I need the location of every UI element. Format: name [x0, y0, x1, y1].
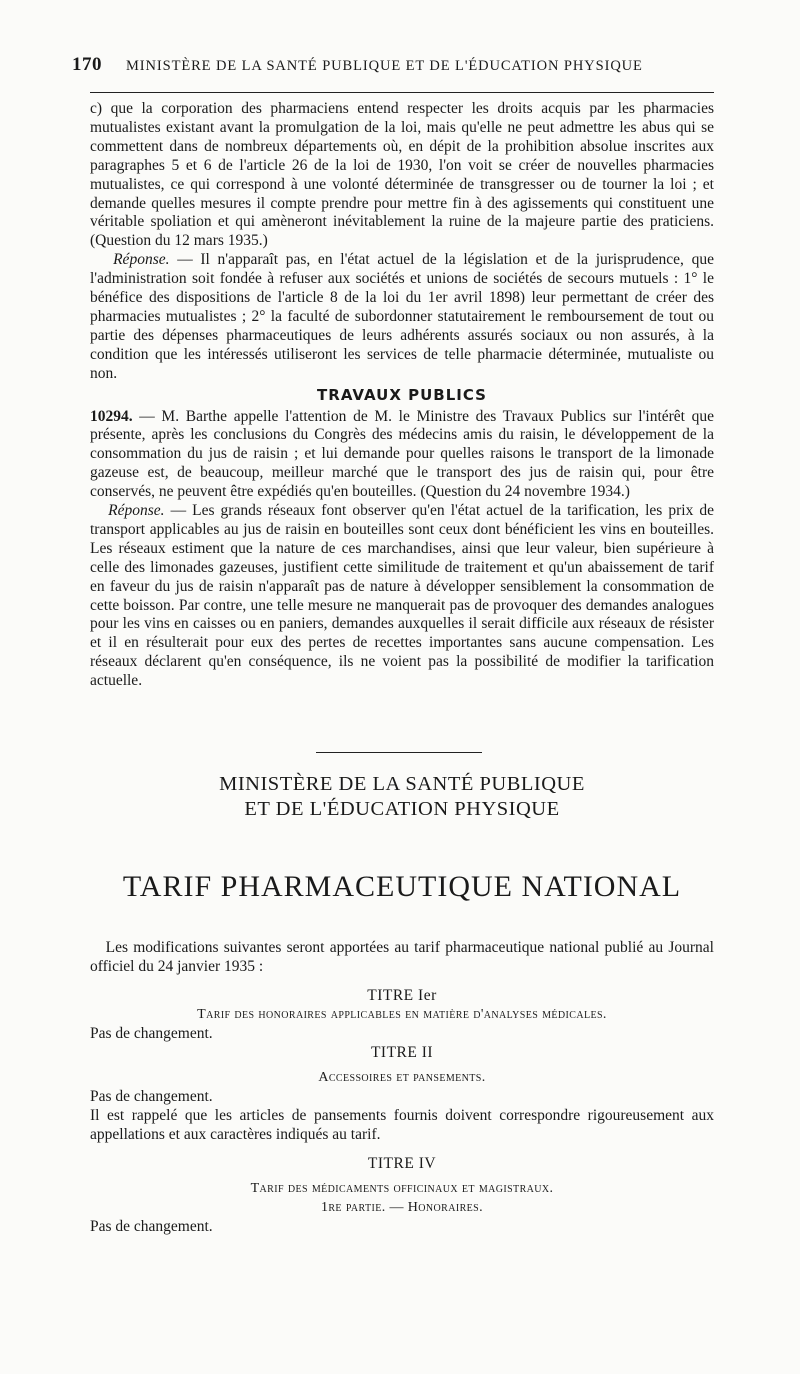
travaux-answer-label: Réponse.	[108, 502, 165, 520]
travaux-answer-text: — Les grands réseaux font observer qu'en l'état actuel de la tarification, les prix de transport applicables au jus de raisin en bouteilles sont ceux dont bénéficient les vins en bouteilles. Les réseaux estiment que la nature de ces marchandises, ainsi que leur valeur, bien supérieure à celle des limonades gazeuses, justifient cette similitude de traitement et qu'un abaissement de tarif en faveur du jus de raisin n'apparaît pas de nature à développer sensiblement la consommation de cette boisson. Par contre, une telle mesure ne manquerait pas de provoquer des demandes analogues pour les vins en caisses ou en paniers, demandes auxquelles il serait difficile aux réseaux de résister et il en résulterait pour eux des pertes de recettes importantes sans aucune compensation. Les réseaux déclarent qu'en conséquence, ils ne voient pas la possibilité de modifier la tarification actuelle.	[90, 502, 714, 690]
question-c-text: c) que la corporation des pharmaciens entend respecter les droits acquis par les pharmacies mutualistes existant avant la promulgation de la loi, mais qu'elle ne peut admettre les abus qui se commettent dans de nombreux départements où, en dépit de la prohibition absolue inscrites aux paragraphes 5 et 6 de l'article 26 de la loi de 1930, l'on voit se créer de nouvelles pharmacies mutualistes, ce qui correspond à une volonté déterminée de transgresser ou de tourner la loi ; et demande quelles mesures il compte prendre pour mettre fin à des agissements qui constituent une véritable spoliation et qui amèneront inévitablement la ruine de la majeure partie des praticiens. (Question du 12 mars 1935.)	[90, 100, 714, 250]
main-text	[90, 100, 714, 691]
answer-text: — Il n'apparaît pas, en l'état actuel de la législation et de la jurisprudence, que l'administration soit fondée à refuser aux sociétés et unions de sociétés de secours mutuels : 1° le bénéfice des dispositions de l'article 8 de la loi du 1er avril 1898) leur permettant de créer des pharmacies mutualistes ; 2° la faculté de subordonner statutairement le remboursement de tout ou partie des dépenses pharmaceutiques de leurs adhérents assurés sociaux ou non assurés, à la condition que les intéressés utiliseront les services de telle pharmacie déterminée, mutualiste ou non.	[90, 251, 714, 382]
titre-2-body-2	[90, 1106, 714, 1144]
question-c-paragraph	[90, 100, 714, 251]
answer-label: Réponse.	[113, 251, 170, 269]
titre-2-subheading: Accessoires et pansements.	[318, 1070, 486, 1085]
running-title: MINISTÈRE DE LA SANTÉ PUBLIQUE ET DE L'ÉDUCATION PHYSIQUE	[126, 58, 643, 74]
travaux-question-paragraph	[90, 408, 714, 503]
tarif-body	[90, 938, 714, 1236]
titre-1-body: Pas de changement.	[90, 1025, 213, 1042]
titre-2-body-2-text: Il est rappelé que les articles de pansements fournis doivent correspondre rigoureusement aux appellations et aux caractères indiqués au tarif.	[90, 1107, 714, 1143]
answer-paragraph	[90, 251, 714, 383]
titre-4-part: 1re partie. — Honoraires.	[320, 1200, 484, 1215]
ministry-line-1: MINISTÈRE DE LA SANTÉ PUBLIQUE	[219, 773, 585, 795]
tarif-title: TARIF PHARMACEUTIQUE NATIONAL	[122, 870, 682, 903]
section-divider	[316, 752, 482, 753]
titre-4-subheading: Tarif des médicaments officinaux et magistraux.	[250, 1181, 554, 1196]
titre-2-heading: TITRE II	[370, 1044, 434, 1061]
question-number: 10294.	[90, 407, 133, 425]
titre-1-subheading: Tarif des honoraires applicables en matière d'analyses médicales.	[197, 1007, 607, 1022]
travaux-answer-paragraph	[90, 502, 714, 691]
titre-4-body: Pas de changement.	[90, 1218, 213, 1235]
tarif-intro-text: Les modifications suivantes seront apportées au tarif pharmaceutique national publié au Journal officiel du 24 janvier 1935 :	[90, 939, 714, 975]
travaux-question-text: — M. Barthe appelle l'attention de M. le Ministre des Travaux Publics sur l'intérêt que présente, après les conclusions du Congrès des médecins amis du raisin, le développement de la consommation du jus de raisin ; et lui demande pour quelles raisons le transport de la limonade gazeuse est, de beaucoup, meilleur marché que le transport des jus de raisin qui, pour être conservés, ne peuvent être expédiés qu'en bouteilles. (Question du 24 novembre 1934.)	[90, 407, 714, 501]
titre-2-body-1: Pas de changement.	[90, 1088, 213, 1105]
ministry-line-2: ET DE L'ÉDUCATION PHYSIQUE	[244, 798, 560, 820]
header-divider	[90, 92, 714, 93]
ministry-heading	[90, 772, 714, 822]
titre-1-heading: TITRE Ier	[367, 987, 437, 1004]
page-number: 170	[72, 54, 102, 75]
tarif-intro	[90, 938, 714, 976]
running-header	[72, 54, 722, 76]
section-heading-travaux: TRAVAUX PUBLICS	[317, 385, 487, 404]
titre-4-heading: TITRE IV	[367, 1155, 437, 1172]
